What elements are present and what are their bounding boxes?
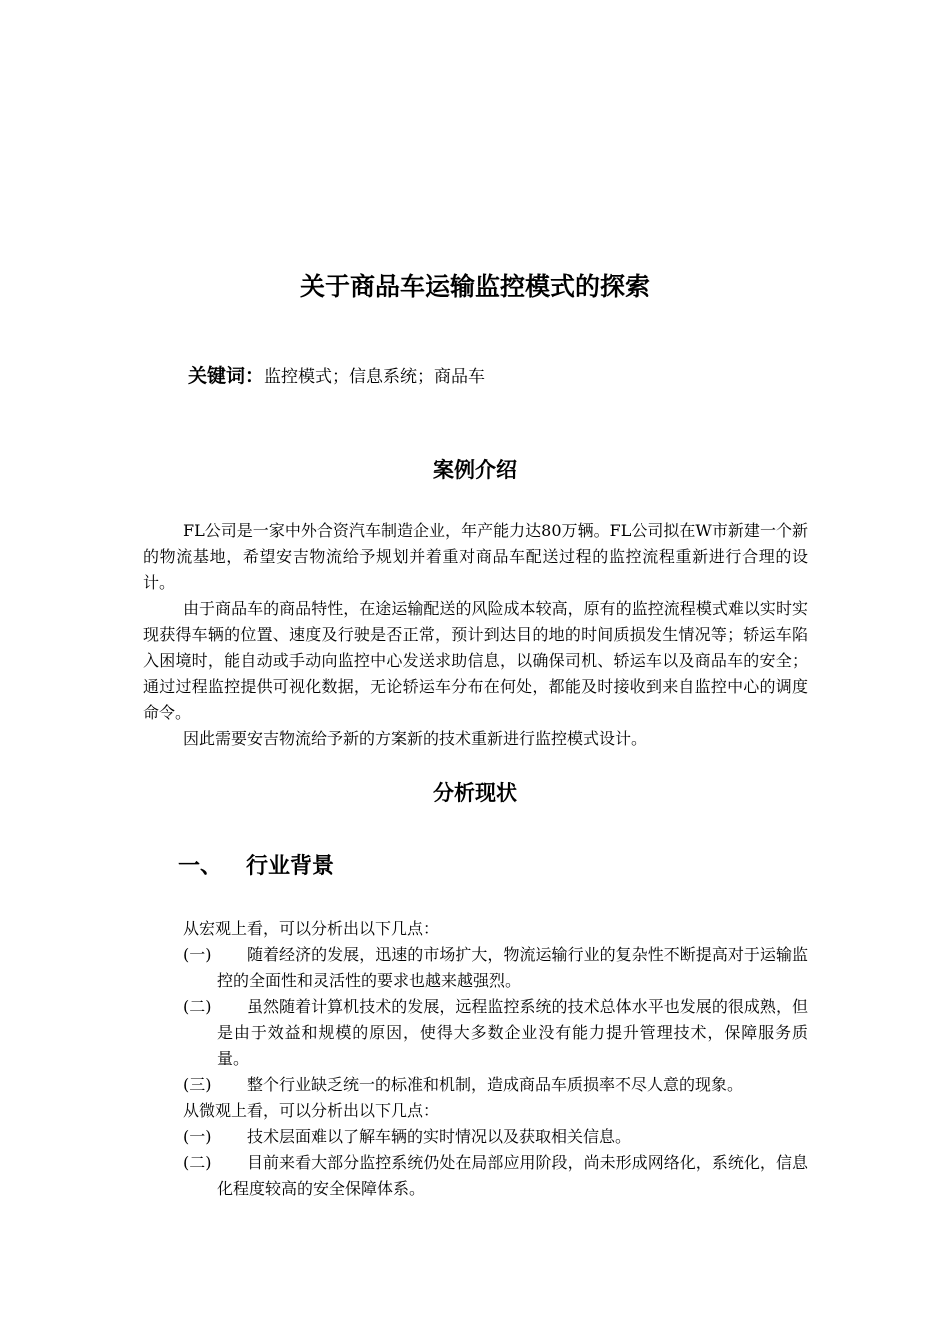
intro-body [143,518,808,752]
intro-paragraph: 由于商品车的商品特性，在途运输配送的风险成本较高，原有的监控流程模式难以实时实现获得车辆的位置、速度及行驶是否正常，预计到达目的地的时间质损发生情况等；轿运车陷入困境时，能自动或手动向监控中心发送求助信息，以确保司机、轿运车以及商品车的安全；通过过程监控提供可视化数据，无论轿运车分布在何处，都能及时接收到来自监控中心的调度命令。 [143,599,808,722]
section-heading-analysis: 分析现状 [433,781,517,805]
list-item [143,1150,808,1202]
list-item [143,1072,808,1098]
list-item-text: 整个行业缺乏统一的标准和机制，造成商品车质损率不尽人意的现象。 [247,1075,744,1094]
document-title: 关于商品车运输监控模式的探索 [299,272,650,301]
subsection-title: 行业背景 [246,854,335,879]
intro-paragraph: 因此需要安吉物流给予新的方案新的技术重新进行监控模式设计。 [183,729,648,748]
list-marker: (一) [183,945,212,964]
list-item-text: 虽然随着计算机技术的发展，远程监控系统的技术总体水平也发展的很成熟，但是由于效益和规模的原因，使得大多数企业没有能力提升管理技术，保障服务质量。 [217,997,808,1068]
list-item-text: 随着经济的发展，迅速的市场扩大，物流运输行业的复杂性不断提高对于运输监控的全面性和灵活性的要求也越来越强烈。 [217,945,808,990]
section-heading-case-intro: 案例介绍 [433,458,517,482]
list-item [143,1124,808,1150]
list-marker: (三) [183,1075,212,1094]
keywords-line [188,362,485,391]
subsection-number: 一、 [178,854,223,879]
list-item-text: 目前来看大部分监控系统仍处在局部应用阶段，尚未形成网络化，系统化，信息化程度较高的安全保障体系。 [217,1153,808,1198]
macro-lead: 从宏观上看，可以分析出以下几点： [183,919,440,938]
analysis-body [143,916,808,1202]
list-item [143,942,808,994]
list-item-text: 技术层面难以了解车辆的实时情况以及获取相关信息。 [247,1127,632,1146]
keywords-label: 关键词： [188,365,265,387]
intro-paragraph: FL公司是一家中外合资汽车制造企业，年产能力达80万辆。FL公司拟在W市新建一个新的物流基地，希望安吉物流给予规划并着重对商品车配送过程的监控流程重新进行合理的设计。 [143,521,808,592]
keywords-value: 监控模式；信息系统；商品车 [264,367,486,387]
micro-lead: 从微观上看，可以分析出以下几点： [183,1101,440,1120]
list-item [143,994,808,1072]
list-marker: (二) [183,997,212,1016]
subsection-heading [178,850,334,884]
list-marker: (二) [183,1153,212,1172]
list-marker: (一) [183,1127,212,1146]
